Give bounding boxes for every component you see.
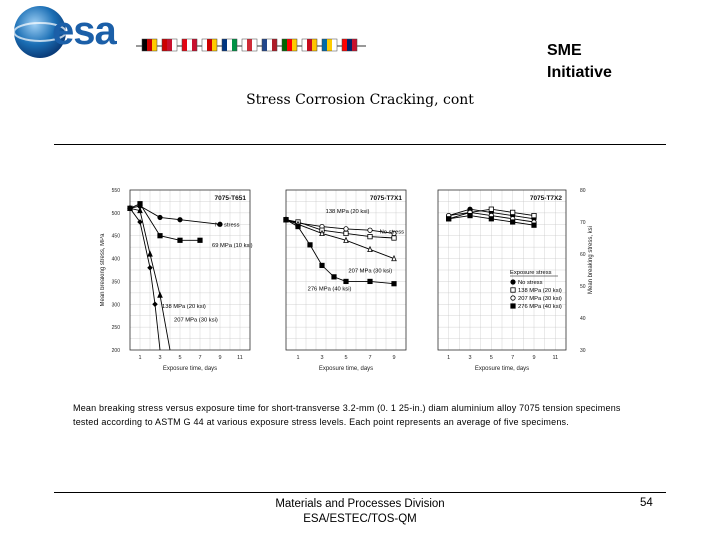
data-point xyxy=(392,282,396,286)
flag-stripe xyxy=(342,39,347,51)
esa-logo xyxy=(8,4,373,60)
x-axis-label: Exposure time, days xyxy=(318,366,374,372)
data-point xyxy=(511,280,515,284)
x-tick-label: 11 xyxy=(237,355,243,361)
data-point xyxy=(489,207,493,211)
x-tick-label: 1 xyxy=(138,355,142,361)
data-point xyxy=(332,275,336,279)
member-flags xyxy=(142,39,357,51)
corrosion-figure xyxy=(100,182,610,378)
initiative-line-1: SME xyxy=(547,42,582,59)
data-point xyxy=(178,238,182,242)
data-point xyxy=(532,223,536,227)
data-point xyxy=(296,224,300,228)
figure-caption: Mean breaking stress versus exposure time for short-transverse 3.2-mm (0. 1 25-in.) diam aluminium alloy 7075 tension specimens tested according to ASTM G 44 at various exposure stress levels. Each point represents an average of five specimens. xyxy=(73,403,621,427)
data-point xyxy=(198,238,202,242)
flag-stripe xyxy=(247,39,252,51)
flag-stripe xyxy=(327,39,332,51)
flag-stripe xyxy=(152,39,157,51)
flag-stripe xyxy=(227,39,232,51)
data-point xyxy=(308,243,312,247)
x-axis-label: Exposure time, days xyxy=(162,366,218,372)
flag-stripe xyxy=(352,39,357,51)
flag-stripe xyxy=(282,39,287,51)
x-tick-label: 9 xyxy=(532,355,536,361)
plot-panel-2 xyxy=(284,190,406,372)
y-tick-label: 500 xyxy=(111,210,120,217)
y-tick-label: 250 xyxy=(111,325,120,332)
x-tick-label: 3 xyxy=(320,355,324,361)
slide-title: Stress Corrosion Cracking, cont xyxy=(246,92,474,108)
y-tick-label: 350 xyxy=(111,279,120,286)
data-point xyxy=(511,304,515,308)
series-annotation: 207 MPa (30 ksi) xyxy=(348,268,393,275)
x-axis-label: Exposure time, days xyxy=(474,366,530,372)
series-annotation: No stress xyxy=(215,222,240,229)
data-point xyxy=(148,251,152,256)
initiative-line-2: Initiative xyxy=(547,64,612,81)
legend-entry: 276 MPa (40 ksi) xyxy=(518,304,562,310)
y-tick-label-right: 60 xyxy=(580,252,586,258)
flag-stripe xyxy=(272,39,277,51)
series-annotation: 138 MPa (20 ksi) xyxy=(325,208,370,215)
flag-stripe xyxy=(252,39,257,51)
data-point xyxy=(320,263,324,267)
series-annotation: No stress xyxy=(379,229,405,236)
flag-stripe xyxy=(167,39,172,51)
flag-stripe xyxy=(232,39,237,51)
flag-stripe xyxy=(142,39,147,51)
data-point xyxy=(138,202,142,206)
y-axis-label: Mean breaking stress, MPa xyxy=(100,233,106,307)
y-tick-label: 400 xyxy=(111,256,120,263)
sme-initiative xyxy=(547,40,612,84)
data-point xyxy=(158,234,162,238)
flag-stripe xyxy=(347,39,352,51)
flag-stripe xyxy=(322,39,327,51)
series-line xyxy=(286,220,394,259)
x-tick-label: 1 xyxy=(447,355,451,361)
flag-stripe xyxy=(207,39,212,51)
flag-stripe xyxy=(192,39,197,51)
flag-stripe xyxy=(222,39,227,51)
series-line xyxy=(286,220,394,238)
series-annotation: 69 MPa (10 ksi) xyxy=(212,243,253,250)
y-tick-label: 550 xyxy=(111,188,120,194)
data-point xyxy=(158,215,162,219)
data-point xyxy=(344,231,348,235)
panel-title: 7075-T651 xyxy=(214,195,246,202)
data-point xyxy=(511,288,515,292)
y-tick-label: 200 xyxy=(111,348,120,354)
flag-stripe xyxy=(242,39,247,51)
data-point xyxy=(511,296,515,300)
footer-division: Materials and Processes Division xyxy=(275,498,445,510)
flag-stripe xyxy=(312,39,317,51)
data-point xyxy=(392,236,396,240)
x-tick-label: 5 xyxy=(178,355,182,361)
x-tick-label: 7 xyxy=(368,355,372,361)
data-point xyxy=(178,218,182,222)
data-point xyxy=(532,213,536,217)
series-line xyxy=(130,208,160,350)
x-tick-label: 9 xyxy=(392,355,396,361)
data-point xyxy=(153,302,157,306)
series-annotation: 138 MPa (20 ksi) xyxy=(162,303,206,310)
panel-title: 7075-T7X2 xyxy=(529,195,562,202)
flag-stripe xyxy=(162,39,167,51)
top-divider xyxy=(54,144,666,145)
x-tick-label: 3 xyxy=(468,355,472,361)
y-axis-label-right: Mean breaking stress, ksi xyxy=(588,225,594,295)
y-tick-label-right: 80 xyxy=(580,188,586,194)
flag-stripe xyxy=(187,39,192,51)
y-tick-label: 300 xyxy=(111,302,120,309)
page-number: 54 xyxy=(640,497,653,509)
data-point xyxy=(368,234,372,238)
series-annotation: 207 MPa (30 ksi) xyxy=(174,317,218,324)
plot-panel-3 xyxy=(438,188,594,372)
x-tick-label: 11 xyxy=(552,355,559,361)
flag-stripe xyxy=(332,39,337,51)
logo-text: esa xyxy=(52,9,116,53)
flag-stripe xyxy=(147,39,152,51)
y-tick-label-right: 70 xyxy=(580,220,586,226)
flag-stripe xyxy=(287,39,292,51)
x-tick-label: 7 xyxy=(511,355,515,361)
flag-stripe xyxy=(202,39,207,51)
flag-stripe xyxy=(267,39,272,51)
flag-stripe xyxy=(302,39,307,51)
y-tick-label-right: 50 xyxy=(580,284,586,290)
data-point xyxy=(158,292,162,297)
data-point xyxy=(446,217,450,221)
y-tick-label-right: 30 xyxy=(580,348,586,354)
flag-stripe xyxy=(212,39,217,51)
data-point xyxy=(284,218,288,222)
panel-title: 7075-T7X1 xyxy=(369,195,402,202)
bottom-divider xyxy=(54,492,666,493)
legend-entry: No stress xyxy=(518,280,543,286)
data-point xyxy=(468,213,472,217)
series-annotation: 276 MPa (40 ksi) xyxy=(307,286,352,293)
flag-stripe xyxy=(307,39,312,51)
data-point xyxy=(368,228,372,232)
data-point xyxy=(510,220,514,224)
legend-entry: 207 MPa (30 ksi) xyxy=(518,296,562,302)
flag-stripe xyxy=(292,39,297,51)
x-tick-label: 5 xyxy=(344,355,348,361)
data-point xyxy=(148,266,152,270)
x-tick-label: 3 xyxy=(158,355,162,361)
flag-stripe xyxy=(182,39,187,51)
y-tick-label-right: 40 xyxy=(580,316,586,322)
data-point xyxy=(344,227,348,231)
footer-department: ESA/ESTEC/TOS-QM xyxy=(303,513,417,525)
flag-stripe xyxy=(262,39,267,51)
data-point xyxy=(344,279,348,283)
series-line xyxy=(286,220,394,234)
data-point xyxy=(368,279,372,283)
x-tick-label: 9 xyxy=(218,355,222,361)
flag-stripe xyxy=(172,39,177,51)
data-point xyxy=(510,210,514,214)
footer xyxy=(0,497,720,527)
legend-title: Exposure stress xyxy=(510,270,552,276)
y-tick-label: 450 xyxy=(111,233,120,240)
x-tick-label: 5 xyxy=(489,355,493,361)
plot-panel-1 xyxy=(100,188,253,372)
x-tick-label: 1 xyxy=(296,355,300,361)
legend-entry: 138 MPa (20 ksi) xyxy=(518,288,562,294)
data-point xyxy=(489,217,493,221)
x-tick-label: 7 xyxy=(198,355,202,361)
